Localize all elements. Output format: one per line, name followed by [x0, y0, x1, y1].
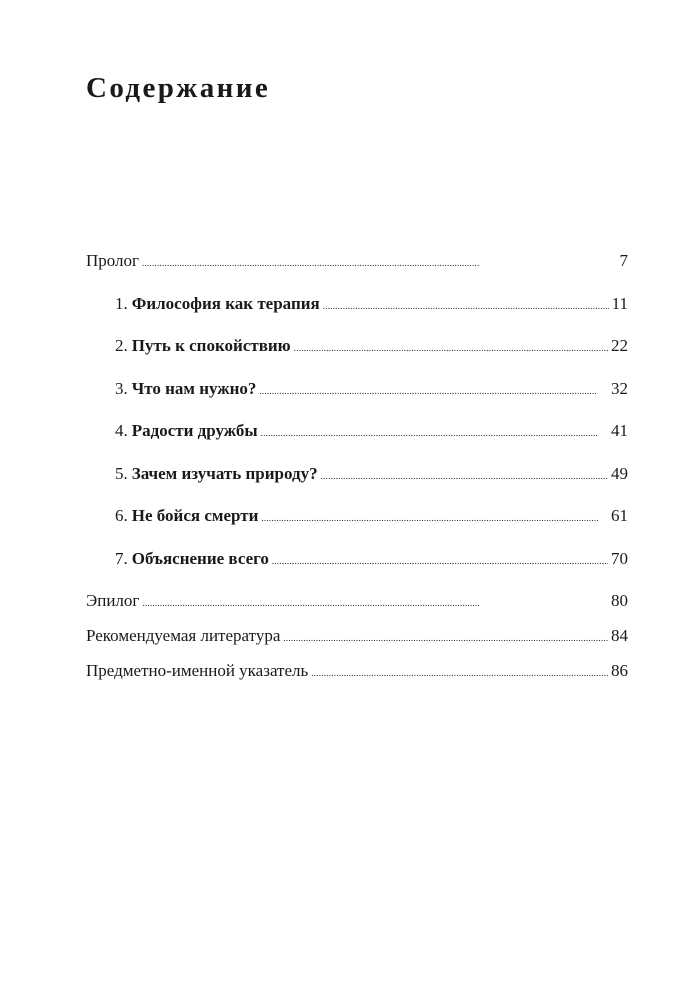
- chapter-title: Радости дружбы: [131, 421, 258, 440]
- toc-entry-label: Эпилог: [86, 591, 140, 610]
- chapter-number: 6.: [115, 506, 128, 525]
- toc-page-number: 7: [619, 251, 628, 270]
- chapter-title: Философия как терапия: [131, 293, 320, 313]
- toc-page-number: 61: [611, 506, 628, 525]
- toc-entry-chapter-4[interactable]: [86, 420, 628, 442]
- dot-leader: [142, 590, 608, 614]
- toc-entry-label: Пролог: [86, 251, 140, 270]
- chapter-title: Что нам нужно?: [131, 378, 257, 398]
- toc-entry-chapter-6[interactable]: [86, 505, 628, 527]
- toc-page-number: 41: [611, 421, 628, 440]
- chapter-title: Зачем изучать природу?: [131, 463, 318, 483]
- toc-entry-epilogue[interactable]: [86, 590, 628, 612]
- toc-entry-index[interactable]: [86, 660, 628, 682]
- toc-entry-chapter-7[interactable]: [86, 548, 628, 570]
- toc-entry-prologue[interactable]: [86, 250, 628, 272]
- dot-leader: [142, 250, 611, 274]
- chapter-number: 4.: [115, 421, 128, 440]
- chapter-title: Не бойся смерти: [131, 506, 259, 525]
- chapter-number: 3.: [115, 378, 128, 398]
- toc-entry-recommended-reading[interactable]: [86, 625, 628, 647]
- toc-page-number: 49: [611, 463, 628, 483]
- toc-page-number: 70: [611, 548, 628, 568]
- chapter-number: 2.: [115, 336, 128, 355]
- toc-page-number: 11: [611, 293, 628, 313]
- toc-page-number: 84: [611, 626, 628, 645]
- toc-page-number: 22: [611, 336, 628, 355]
- toc-page-number: 32: [611, 378, 628, 398]
- dot-leader: [261, 505, 608, 529]
- toc-entry-chapter-5[interactable]: [86, 463, 628, 485]
- dot-leader: [311, 660, 608, 684]
- chapter-title: Объяснение всего: [131, 548, 269, 568]
- toc-entry-chapter-3[interactable]: [86, 378, 628, 400]
- dot-leader: [294, 335, 608, 359]
- toc-page-number: 80: [611, 591, 628, 610]
- chapter-title: Путь к спокойствию: [131, 336, 291, 355]
- dot-leader: [261, 420, 608, 444]
- chapter-number: 1.: [115, 293, 128, 313]
- dot-leader: [321, 463, 608, 487]
- dot-leader: [283, 625, 608, 649]
- table-of-contents: [86, 250, 628, 695]
- toc-entry-chapter-2[interactable]: [86, 335, 628, 357]
- chapter-number: 5.: [115, 463, 128, 483]
- page-title: Содержание: [86, 72, 271, 104]
- dot-leader: [259, 378, 608, 402]
- toc-page-number: 86: [611, 661, 628, 680]
- toc-entry-label: Предметно-именной указатель: [86, 661, 309, 680]
- chapter-number: 7.: [115, 548, 128, 568]
- toc-entry-label: Рекомендуемая литература: [86, 626, 281, 645]
- dot-leader: [272, 548, 608, 572]
- dot-leader: [323, 293, 609, 317]
- toc-entry-chapter-1[interactable]: [86, 293, 628, 315]
